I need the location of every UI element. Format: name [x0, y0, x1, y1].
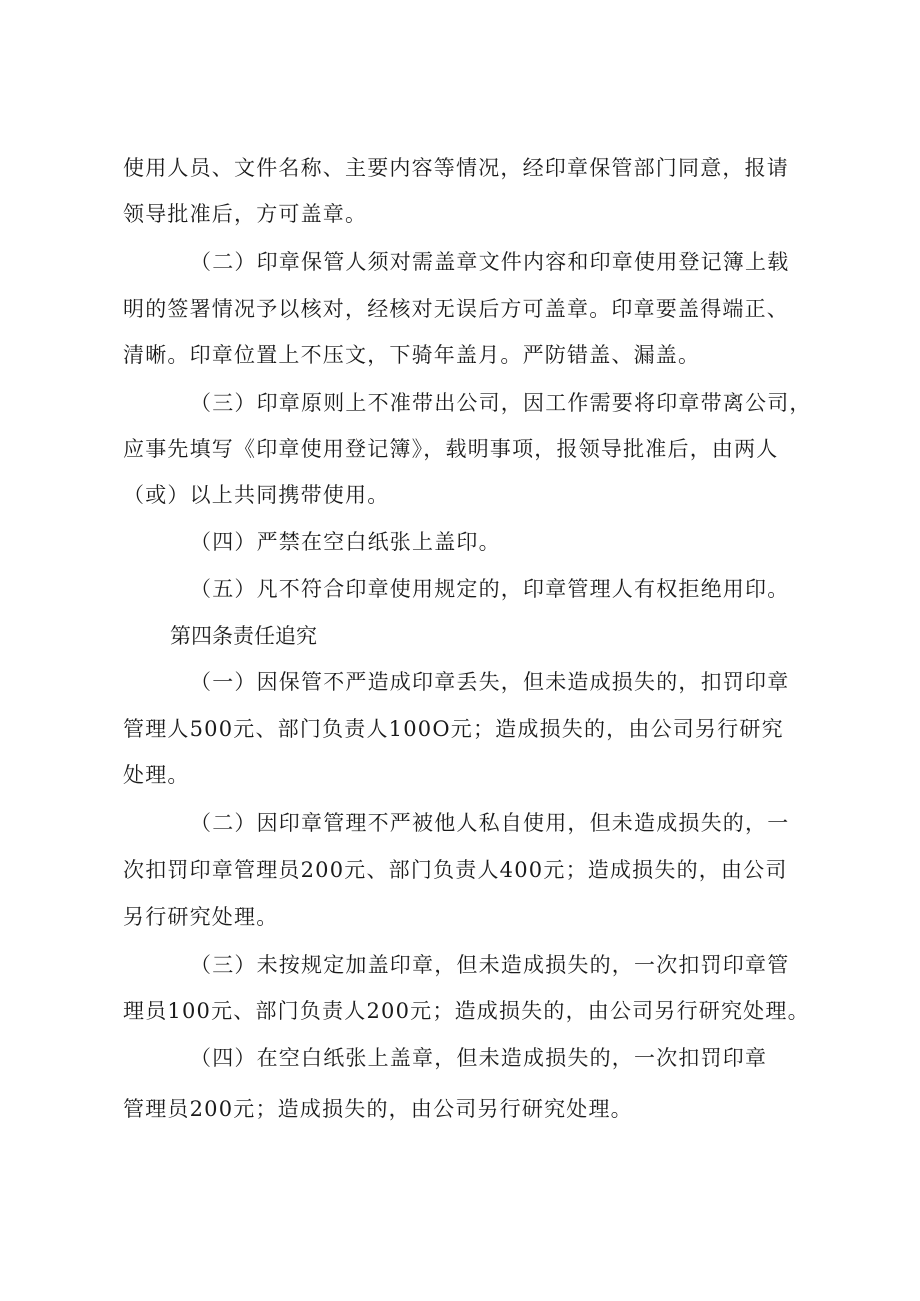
- penalty-2-line: （二）因印章管理不严被他人私自使用，但未造成损失的，一: [190, 811, 790, 835]
- clause-2-line: （二）印章保管人须对需盖章文件内容和印章使用登记簿上载: [190, 250, 790, 274]
- paragraph-line: 次扣罚印章管理员200元、部门负责人400元；造成损失的，由公司: [123, 858, 788, 882]
- clause-5-line: （五）凡不符合印章使用规定的，印章管理人有权拒绝用印。: [190, 577, 790, 601]
- paragraph-line: 管理员200元；造成损失的，由公司另行研究处理。: [123, 1097, 633, 1121]
- paragraph-line: 管理人500元、部门负责人100O元；造成损失的，由公司另行研究: [123, 717, 784, 741]
- penalty-3-line: （三）未按规定加盖印章，但未造成损失的，一次扣罚印章管: [190, 953, 790, 977]
- paragraph-line: 处理。: [123, 763, 190, 787]
- paragraph-line: 明的签署情况予以核对，经核对无误后方可盖章。印章要盖得端正、: [123, 297, 789, 321]
- penalty-1-line: （一）因保管不严造成印章丢失，但未造成损失的，扣罚印章: [190, 670, 790, 694]
- clause-4-line: （四）严禁在空白纸张上盖印。: [190, 530, 501, 554]
- paragraph-line: 使用人员、文件名称、主要内容等情况，经印章保管部门同意，报请: [123, 156, 789, 180]
- clause-3-line: （三）印章原则上不准带出公司，因工作需要将印章带离公司，: [190, 391, 812, 415]
- paragraph-line: 领导批准后，方可盖章。: [123, 202, 368, 226]
- paragraph-line: 应事先填写《印章使用登记簿》，载明事项，报领导批准后，由两人: [123, 437, 779, 461]
- penalty-4-line: （四）在空白纸张上盖章，但未造成损失的，一次扣罚印章: [190, 1046, 768, 1070]
- paragraph-line: 另行研究处理。: [123, 905, 279, 929]
- paragraph-line: （或）以上共同携带使用。: [123, 483, 390, 507]
- paragraph-line: 清晰。印章位置上不压文，下骑年盖月。严防错盖、漏盖。: [123, 343, 701, 367]
- section-heading: 第四条责任追究: [170, 624, 317, 648]
- paragraph-line: 理员100元、部门负责人200元；造成损失的，由公司另行研究处理。: [123, 999, 810, 1023]
